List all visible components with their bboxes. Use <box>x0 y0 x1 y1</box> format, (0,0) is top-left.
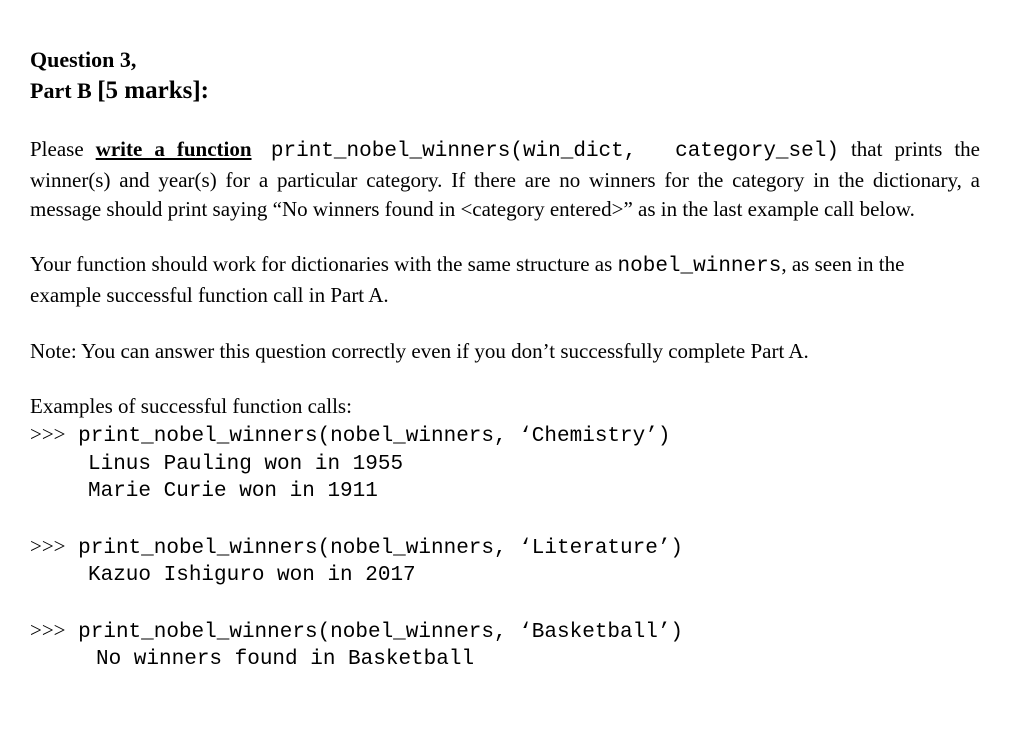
marks-label: [5 marks]: <box>97 77 209 104</box>
example-output-line: No winners found in Basketball <box>96 648 475 671</box>
example-call-line <box>30 421 980 451</box>
please-text: Please <box>30 137 96 161</box>
example-call-line <box>30 533 980 563</box>
structure-lead: Your function should work for dictionaries with the same structure as <box>30 252 618 276</box>
function-signature: print_nobel_winners(win_dict, category_sel) <box>251 140 839 163</box>
question-number: Question 3, <box>30 47 137 72</box>
example-call-2 <box>30 533 980 590</box>
example-output-line: Marie Curie won in 1911 <box>88 480 378 503</box>
call-code: print_nobel_winners(nobel_winners, ‘Basketball’) <box>65 620 684 644</box>
prompt-symbol: >>> <box>30 617 66 642</box>
prompt-symbol: >>> <box>30 422 66 446</box>
question-heading <box>30 44 980 106</box>
structure-paragraph <box>30 250 980 310</box>
document-page <box>30 44 980 674</box>
note-paragraph: Note: You can answer this question correctly even if you don’t successfully complete Part A. <box>30 339 809 363</box>
example-call-1 <box>30 421 980 506</box>
that-text: that <box>838 137 883 161</box>
write-function-emphasis: write a function <box>95 137 252 161</box>
call-code: print_nobel_winners(nobel_winners, ‘Chemistry’) <box>65 425 671 448</box>
example-output-line: Linus Pauling won in 1955 <box>88 452 404 476</box>
part-name: Part B <box>30 78 98 103</box>
prompt-symbol: >>> <box>30 533 66 558</box>
example-call-3 <box>30 617 980 674</box>
nobel-winners-code: nobel_winners <box>617 255 782 278</box>
structure-tail: , as seen in the example successful function call in Part A. <box>30 252 905 307</box>
example-call-line <box>30 617 980 647</box>
call-code: print_nobel_winners(nobel_winners, ‘Literature’) <box>65 536 684 560</box>
examples-title: Examples of successful function calls: <box>30 394 352 418</box>
instructions-paragraph <box>30 135 980 224</box>
example-output-line: Kazuo Ishiguro won in 2017 <box>88 564 416 587</box>
part-label <box>30 75 980 106</box>
instructions-rest: prints the winner(s) and year(s) for a particular category. If there are no winners for the category in the dictionary, a message should print saying “No winners found in <category entered>” as in the last example call below. <box>30 137 980 221</box>
